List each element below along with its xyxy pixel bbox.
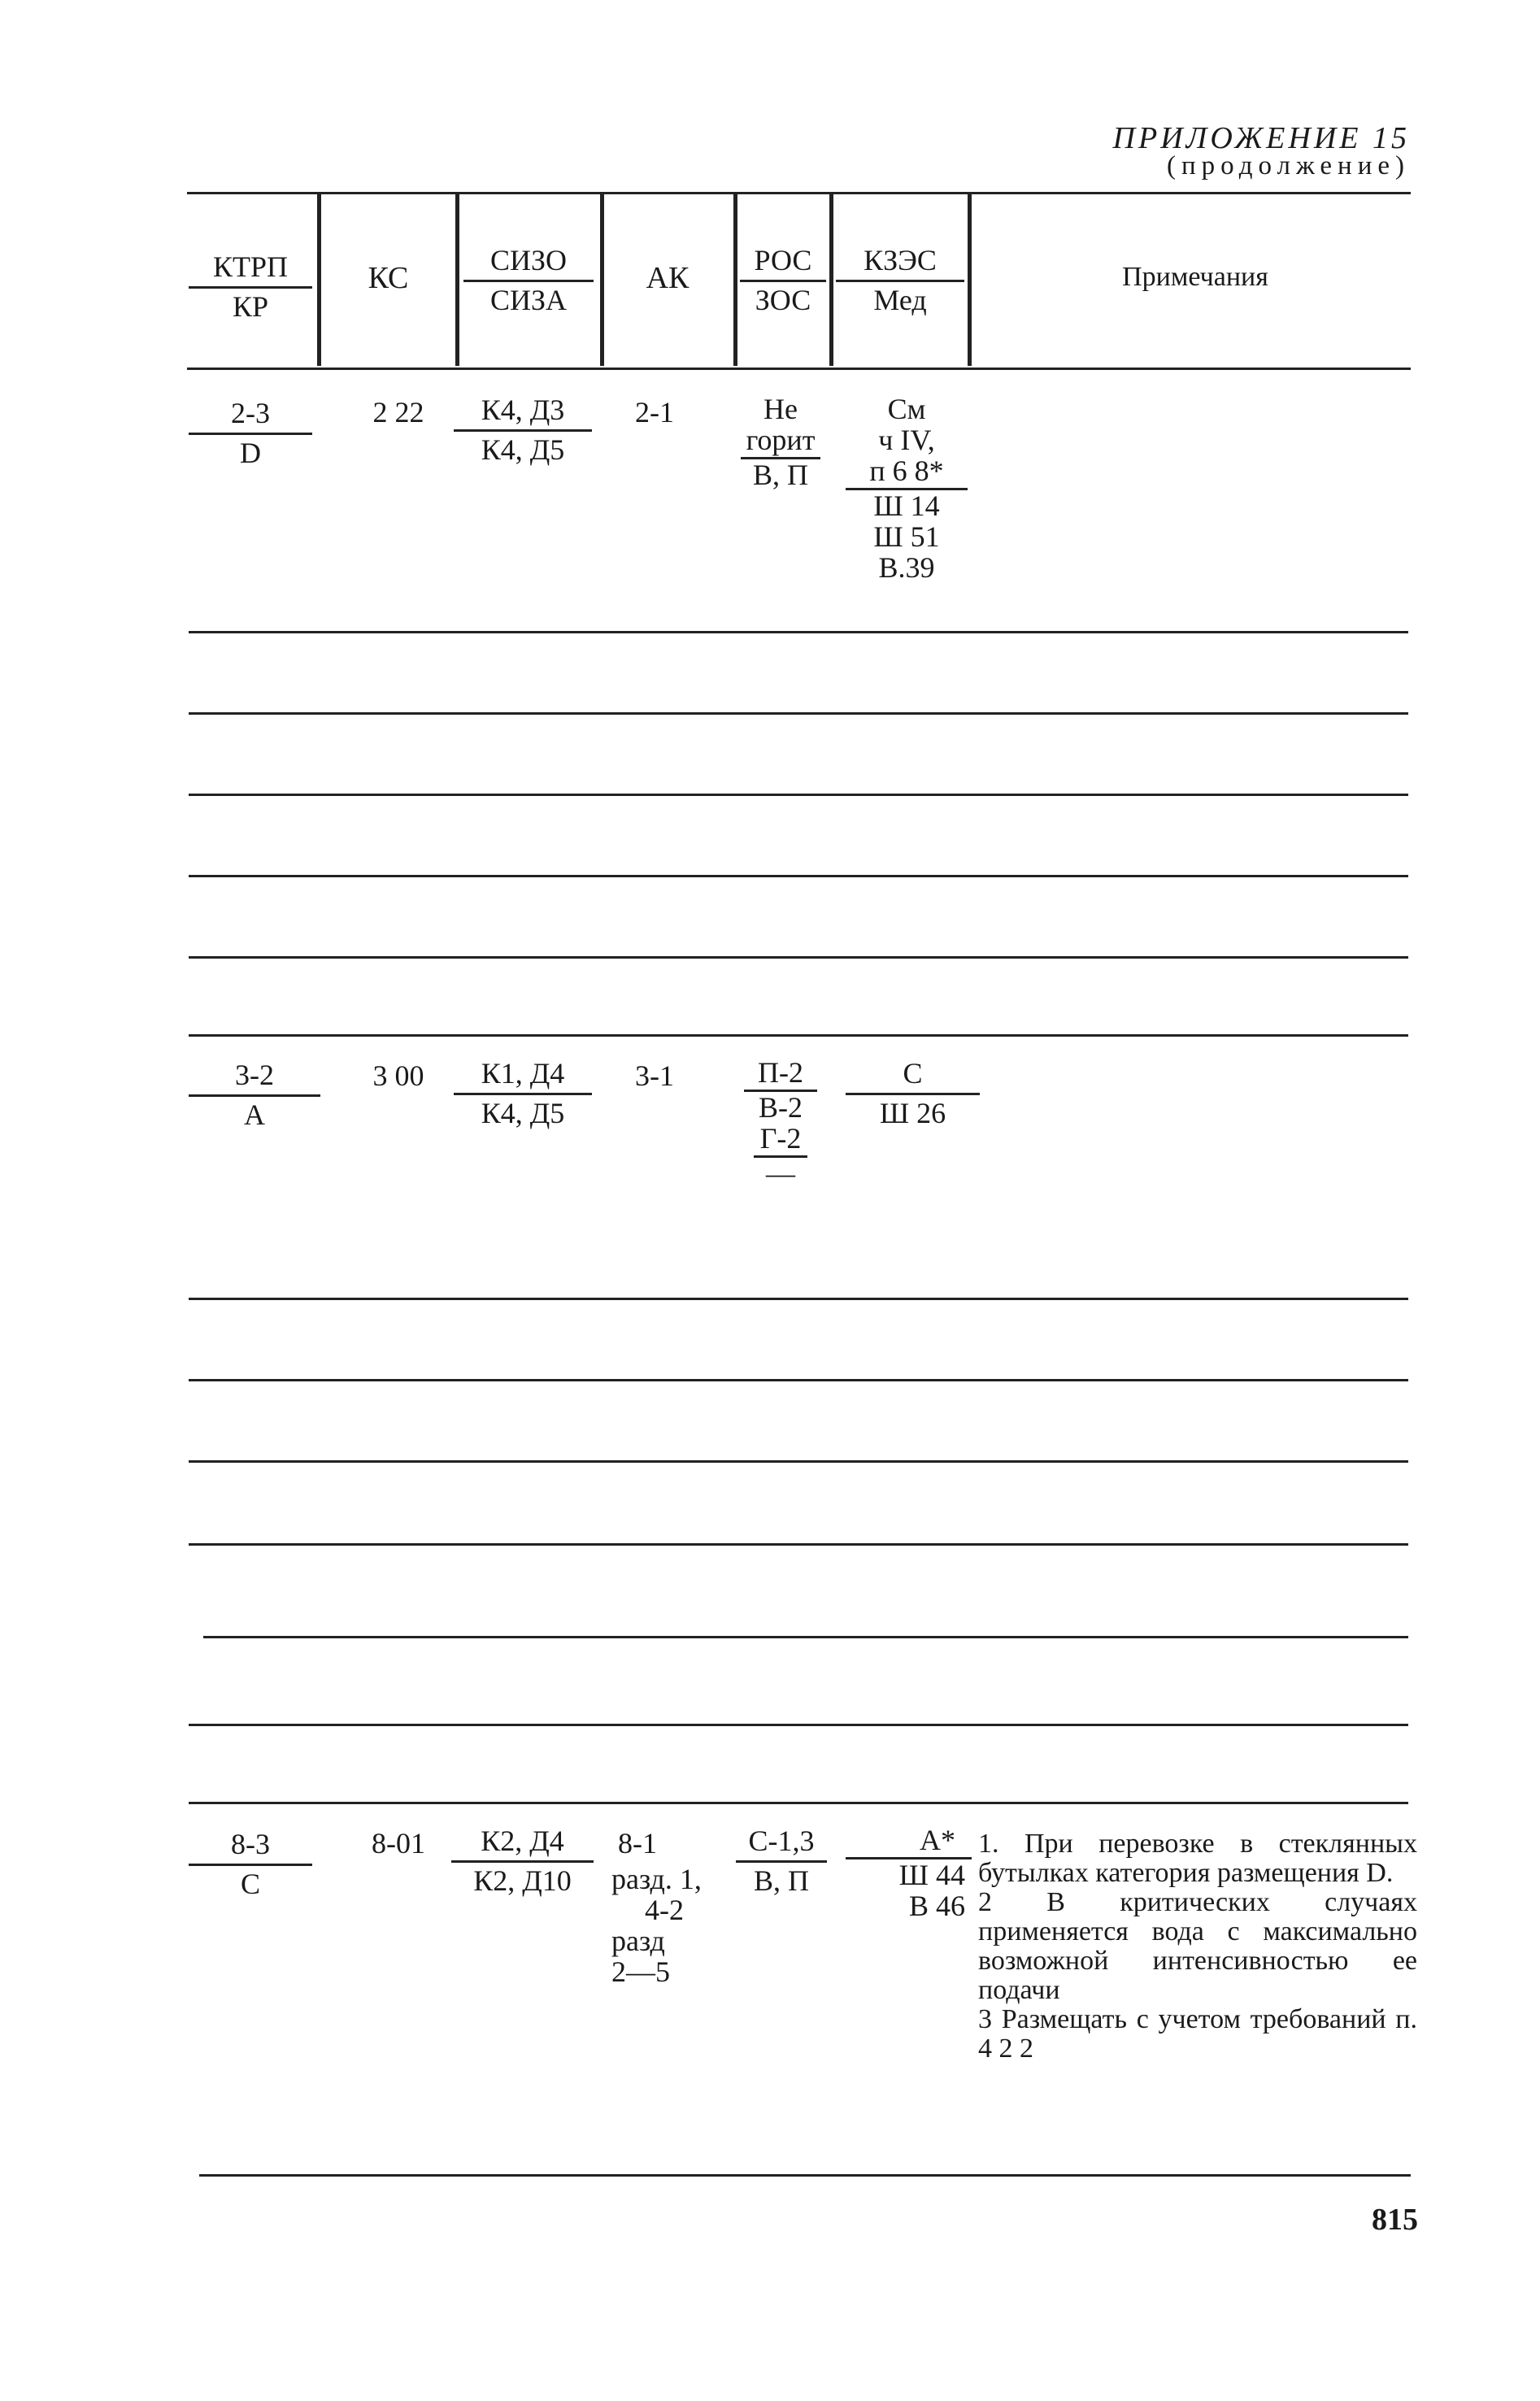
appendix-subtitle: (продолжение) [1167, 151, 1410, 181]
row3-kzes: А* [920, 1824, 955, 1856]
row3-ak-line: разд. 1, [611, 1863, 702, 1895]
row3-med-line: В 46 [908, 1890, 965, 1922]
row1-ks: 2 22 [372, 396, 424, 428]
header-ktrp: КТРП [212, 250, 289, 283]
row1-ros-zos [736, 394, 825, 490]
row3-kzes-med [846, 1825, 972, 1921]
header-ros-zos [740, 244, 826, 316]
blank-rule [189, 956, 1408, 959]
header-ros: РОС [754, 244, 812, 276]
row2-kr: А [244, 1098, 265, 1131]
row1-ros-line: горит [746, 424, 816, 456]
header-bottom-rule [187, 368, 1411, 370]
row1-ktrp-kr [189, 397, 312, 469]
blank-rule [189, 875, 1408, 877]
header-ks: КС [368, 261, 409, 295]
row2-zos-line: В-2 [759, 1091, 803, 1124]
header-kzes-med [836, 244, 964, 316]
row1-med-line: Ш 51 [873, 520, 940, 553]
row-separator [189, 1034, 1408, 1037]
row2-kzes-med [846, 1057, 980, 1129]
column-divider [968, 194, 972, 366]
row3-notes [978, 1829, 1417, 2064]
row1-kzes-line: п 6 8* [869, 455, 944, 487]
row2-ros: П-2 [758, 1056, 803, 1089]
blank-rule [189, 1460, 1408, 1463]
header-kzes: КЗЭС [864, 244, 937, 276]
row2-zos-extra: — [766, 1157, 795, 1190]
header-ak: АК [646, 261, 690, 295]
row3-ak [603, 1828, 725, 1987]
row3-ros-zos [736, 1825, 827, 1897]
blank-rule [189, 712, 1408, 715]
row3-ktrp: 8-3 [231, 1828, 270, 1860]
row1-sizo-siza [454, 394, 592, 466]
row3-sizo: К2, Д4 [481, 1825, 564, 1857]
row1-zos: В, П [752, 459, 808, 491]
blank-rule [189, 794, 1408, 796]
row2-sizo: К1, Д4 [481, 1057, 565, 1090]
row3-ros: С-1,3 [748, 1825, 815, 1857]
row1-ktrp: 2-3 [231, 397, 270, 429]
column-divider [733, 194, 737, 366]
row2-ktrp: 3-2 [235, 1059, 274, 1091]
row3-ak-line: 2—5 [611, 1955, 670, 1988]
row2-med: Ш 26 [879, 1097, 946, 1129]
blank-rule [189, 1379, 1408, 1381]
header-kr: КР [232, 290, 269, 323]
header-sizo-siza [463, 244, 594, 316]
row2-ktrp-kr [189, 1059, 320, 1131]
blank-rule [189, 631, 1408, 633]
row3-ks: 8-01 [372, 1827, 425, 1859]
row2-zos-line: Г-2 [759, 1122, 802, 1155]
row3-ak-line: 4-2 [645, 1894, 684, 1926]
column-divider [317, 194, 321, 366]
row3-zos: В, П [753, 1864, 809, 1897]
row3-ak-line: разд [611, 1925, 665, 1957]
page-number: 815 [1372, 2203, 1418, 2237]
row2-ak: 3-1 [635, 1059, 674, 1092]
row2-ros-zos [736, 1057, 825, 1189]
blank-rule [189, 1298, 1408, 1300]
column-divider [455, 194, 459, 366]
appendix-title: ПРИЛОЖЕНИЕ 15 [1112, 121, 1410, 155]
header-siza: СИЗА [489, 284, 568, 316]
row3-kr: С [240, 1868, 260, 1900]
blank-rule [203, 1636, 1408, 1638]
row1-ak: 2-1 [635, 396, 674, 428]
row3-med-line: Ш 44 [898, 1859, 965, 1891]
header-ktrp-kr [189, 250, 312, 323]
header-notes: Примечания [1122, 262, 1268, 292]
header-sizo: СИЗО [489, 244, 568, 276]
row1-siza: К4, Д5 [481, 433, 565, 466]
header-zos: ЗОС [755, 284, 811, 316]
row3-ktrp-kr [189, 1828, 312, 1900]
row3-sizo-siza [451, 1825, 594, 1897]
row1-med-line: В.39 [878, 551, 935, 584]
table-bottom-rule [199, 2174, 1411, 2177]
note-item: 1. При перевозке в стеклянных бутылках категория размещения D. [978, 1829, 1417, 1888]
row2-ks: 3 00 [372, 1059, 424, 1092]
row1-kzes-med [846, 394, 968, 583]
row2-siza: К4, Д5 [481, 1097, 565, 1129]
note-item: 2 В критических случаях применяется вода с максимально возможной интенсивностью ее подачи [978, 1887, 1417, 2005]
column-divider [829, 194, 833, 366]
row3-ak-line: 8-1 [618, 1827, 657, 1859]
row2-kzes: С [903, 1057, 923, 1090]
note-item: 3 Размещать с учетом требований п. 4 2 2 [978, 2004, 1417, 2064]
row1-sizo: К4, Д3 [481, 394, 565, 426]
blank-rule [189, 1724, 1408, 1726]
header-med: Мед [873, 284, 927, 316]
row1-ros-line: Не [763, 393, 798, 425]
table-top-rule [187, 192, 1411, 194]
row1-kzes-line: См [887, 393, 926, 425]
row1-kr: D [240, 437, 261, 469]
row1-med-line: Ш 14 [873, 489, 940, 522]
row2-sizo-siza [454, 1057, 592, 1129]
blank-rule [189, 1543, 1408, 1546]
row3-siza: К2, Д10 [473, 1864, 572, 1897]
row-separator [189, 1802, 1408, 1804]
column-divider [600, 194, 604, 366]
row1-kzes-line: ч IV, [878, 424, 935, 456]
